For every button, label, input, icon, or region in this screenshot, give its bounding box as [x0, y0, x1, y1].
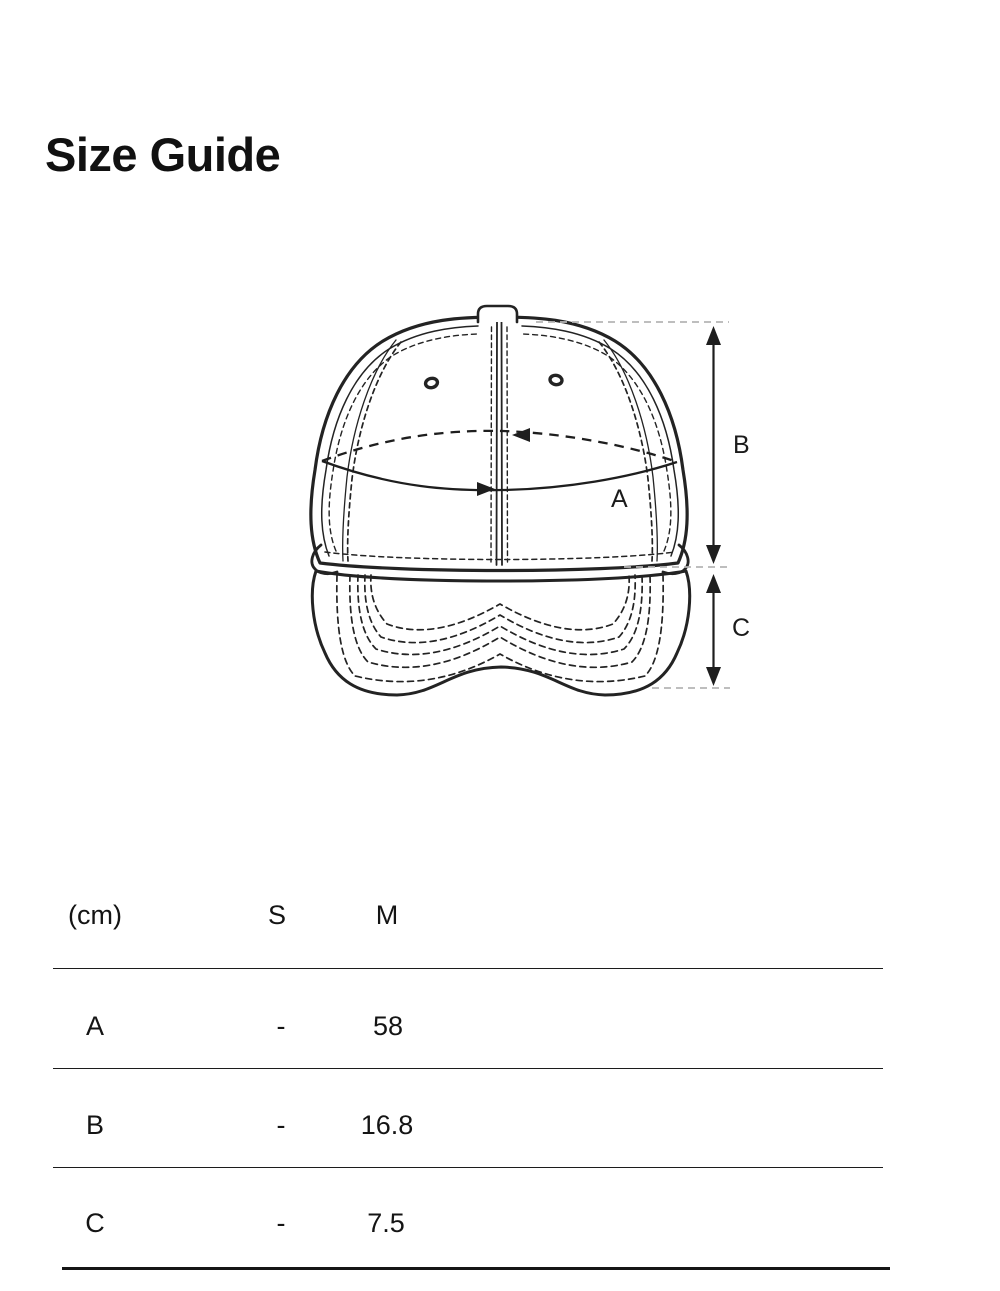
table-divider	[53, 1068, 883, 1069]
measure-c-arrow-down	[706, 667, 721, 686]
measure-b-arrow-up	[706, 326, 721, 345]
brim-outline	[312, 571, 689, 695]
table-divider	[53, 968, 883, 969]
measurement-b	[706, 326, 721, 564]
table-cell-b-s: -	[276, 1110, 286, 1140]
table-divider	[53, 1167, 883, 1168]
table-bottom-border	[62, 1267, 890, 1270]
measure-b-arrow-down	[706, 545, 721, 564]
cap-button	[478, 306, 517, 322]
page-title: Size Guide	[45, 128, 281, 182]
measure-b-label: B	[733, 431, 750, 459]
center-seam-line-2	[502, 321, 503, 565]
measurement-c	[706, 574, 721, 686]
table-cell-a-s: -	[276, 1011, 286, 1041]
center-seam-line-1	[497, 321, 498, 565]
table-row-label-b: B	[85, 1110, 105, 1140]
table-cell-c-m: 7.5	[367, 1208, 405, 1238]
cap-drawing	[311, 306, 690, 695]
table-col-header-m: M	[375, 900, 399, 930]
table-row-label-c: C	[85, 1208, 105, 1238]
table-col-header-s: S	[267, 900, 287, 930]
table-cell-a-m: 58	[372, 1011, 404, 1041]
cap-size-diagram	[290, 290, 760, 710]
crown-outline	[311, 317, 687, 571]
table-cell-c-s: -	[276, 1208, 286, 1238]
measure-c-arrow-up	[706, 574, 721, 593]
table-cell-b-m: 16.8	[360, 1110, 414, 1140]
measure-a-label: A	[611, 485, 628, 513]
table-unit-header: (cm)	[68, 900, 122, 930]
table-row-label-a: A	[85, 1011, 105, 1041]
measure-c-label: C	[732, 614, 751, 642]
